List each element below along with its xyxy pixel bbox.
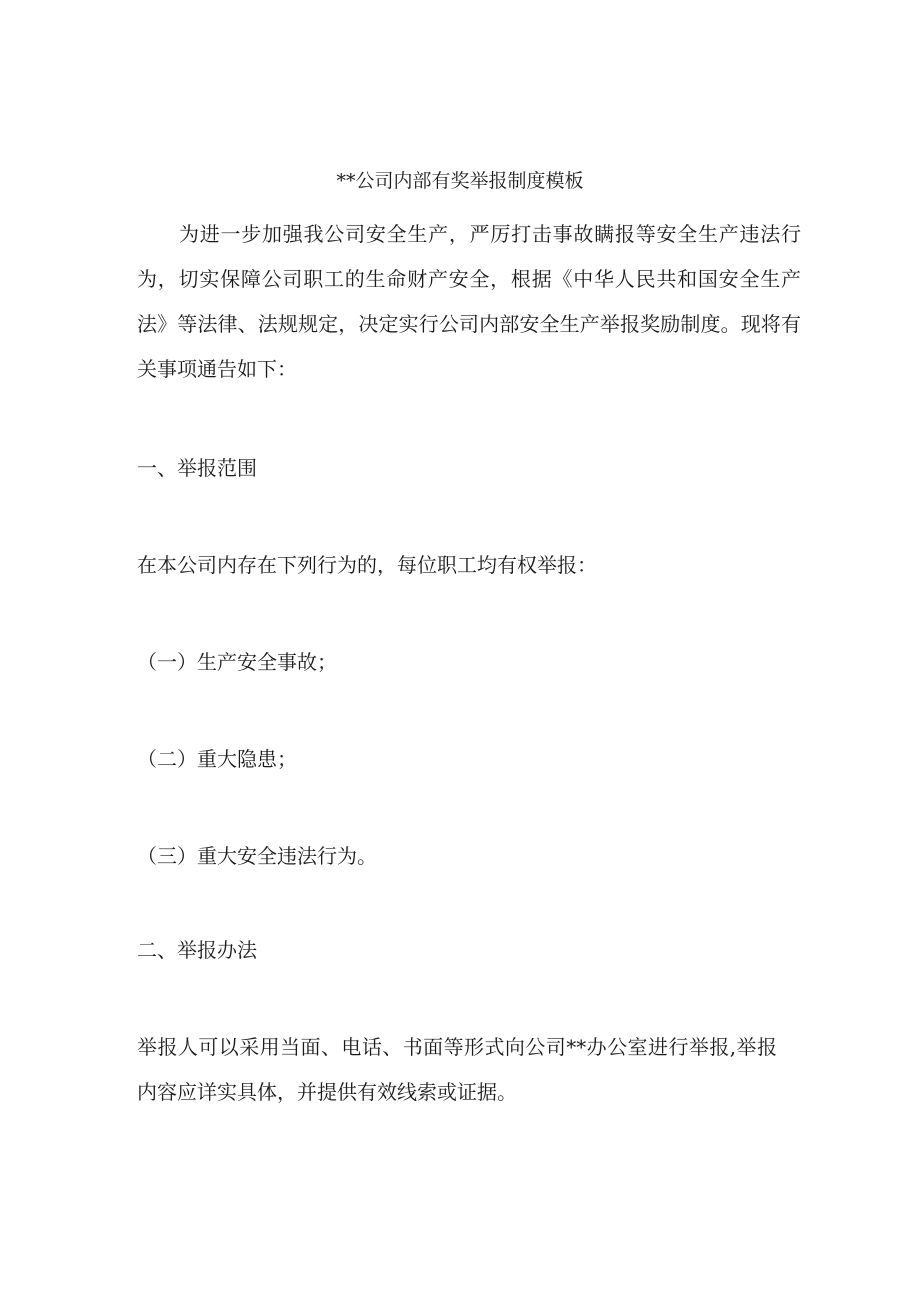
list-item: （二）重大隐患；	[137, 747, 297, 771]
list-item: （三）重大安全违法行为。	[137, 844, 377, 868]
section-heading-report-method: 二、举报办法	[137, 938, 257, 962]
list-item: （一）生产安全事故；	[137, 650, 337, 674]
intro-paragraph: 为进一步加强我公司安全生产，严厉打击事故瞒报等安全生产违法行为，切实保障公司职工的生命财产安全，根据《中华人民共和国安全生产法》等法律、法规规定，决定实行公司内部安全生产举报奖励制度。现将有关事项通告如下：	[137, 222, 801, 381]
section-lead-text: 在本公司内存在下列行为的，每位职工均有权举报：	[137, 553, 597, 577]
document-title: **公司内部有奖举报制度模板	[336, 170, 584, 192]
report-method-paragraph: 举报人可以采用当面、电话、书面等形式向公司**办公室进行举报,举报内容应详实具体，并提供有效线索或证据。	[137, 1035, 777, 1104]
section-heading-report-scope: 一、举报范围	[137, 456, 257, 480]
